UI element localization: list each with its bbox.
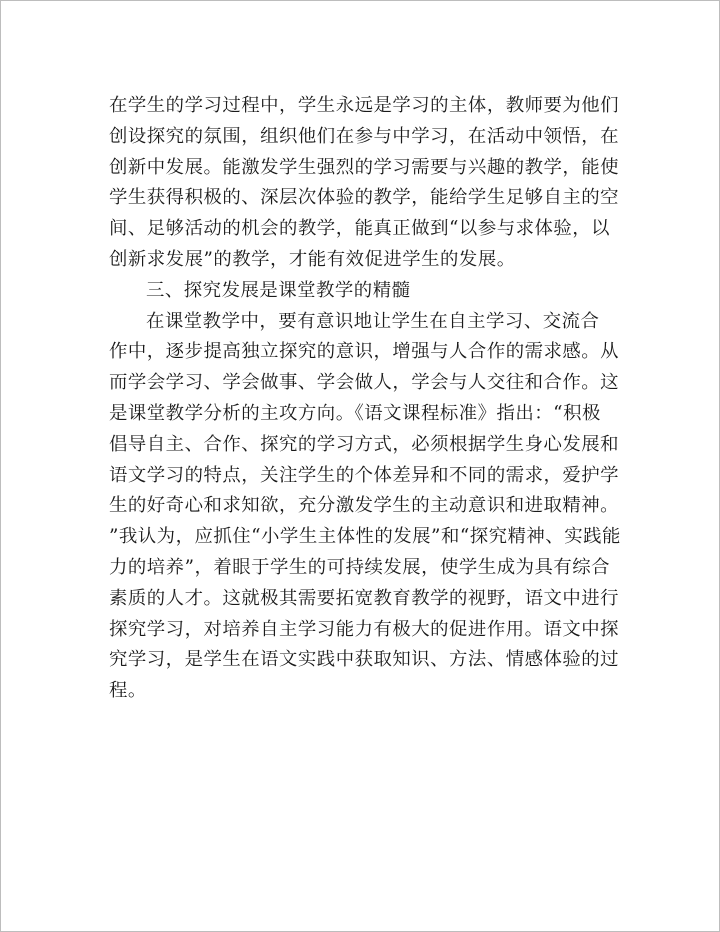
paragraph-line: 语文学习的特点，关注学生的个体差异和不同的需求，爱护学 <box>109 464 620 486</box>
paragraph-line: 探究学习，对培养自主学习能力有极大的促进作用。语文中探 <box>109 618 620 640</box>
paragraph-line: 创设探究的氛围，组织他们在参与中学习，在活动中领悟，在 <box>109 125 620 147</box>
paragraph-line: 究学习，是学生在语文实践中获取知识、方法、情感体验的过 <box>109 649 620 671</box>
paragraph-line: 力的培养”，着眼于学生的可持续发展，使学生成为具有综合 <box>109 556 611 578</box>
paragraph-line: 而学会学习、学会做事、学会做人，学会与人交往和合作。这 <box>109 372 620 394</box>
paragraph-line: 素质的人才。这就极其需要拓宽教育教学的视野，语文中进行 <box>109 587 620 609</box>
paragraph-line: 间、足够活动的机会的教学，能真正做到“以参与求体验，以 <box>109 218 611 240</box>
section-heading: 三、探究发展是课堂教学的精髓 <box>146 279 411 301</box>
paragraph-line: 创新中发展。能激发学生强烈的学习需要与兴趣的教学，能使 <box>109 156 620 178</box>
document-body <box>109 91 619 707</box>
paragraph-line: 生的好奇心和求知欲，充分激发学生的主动意识和进取精神。 <box>109 495 620 517</box>
paragraph-line: 倡导自主、合作、探究的学习方式，必须根据学生身心发展和 <box>109 433 620 455</box>
paragraph-1 <box>109 91 619 276</box>
paragraph-line: 是课堂教学分析的主攻方向。《语文课程标准》指出：“积极 <box>109 402 601 424</box>
paragraph-line: ”我认为，应抓住“小学生主体性的发展”和“探究精神、实践能 <box>109 526 621 548</box>
paragraph-line: 在课堂教学中，要有意识地让学生在自主学习、交流合 <box>146 310 600 332</box>
paragraph-line: 程。 <box>109 680 147 702</box>
paragraph-line: 创新求发展”的教学，才能有效促进学生的发展。 <box>109 248 516 270</box>
paragraph-2 <box>109 307 619 707</box>
paragraph-line: 在学生的学习过程中，学生永远是学习的主体，教师要为他们 <box>109 95 620 116</box>
paragraph-line: 作中，逐步提高独立探究的意识，增强与人合作的需求感。从 <box>109 341 620 363</box>
paragraph-line: 学生获得积极的、深层次体验的教学，能给学生足够自主的空 <box>109 187 620 209</box>
